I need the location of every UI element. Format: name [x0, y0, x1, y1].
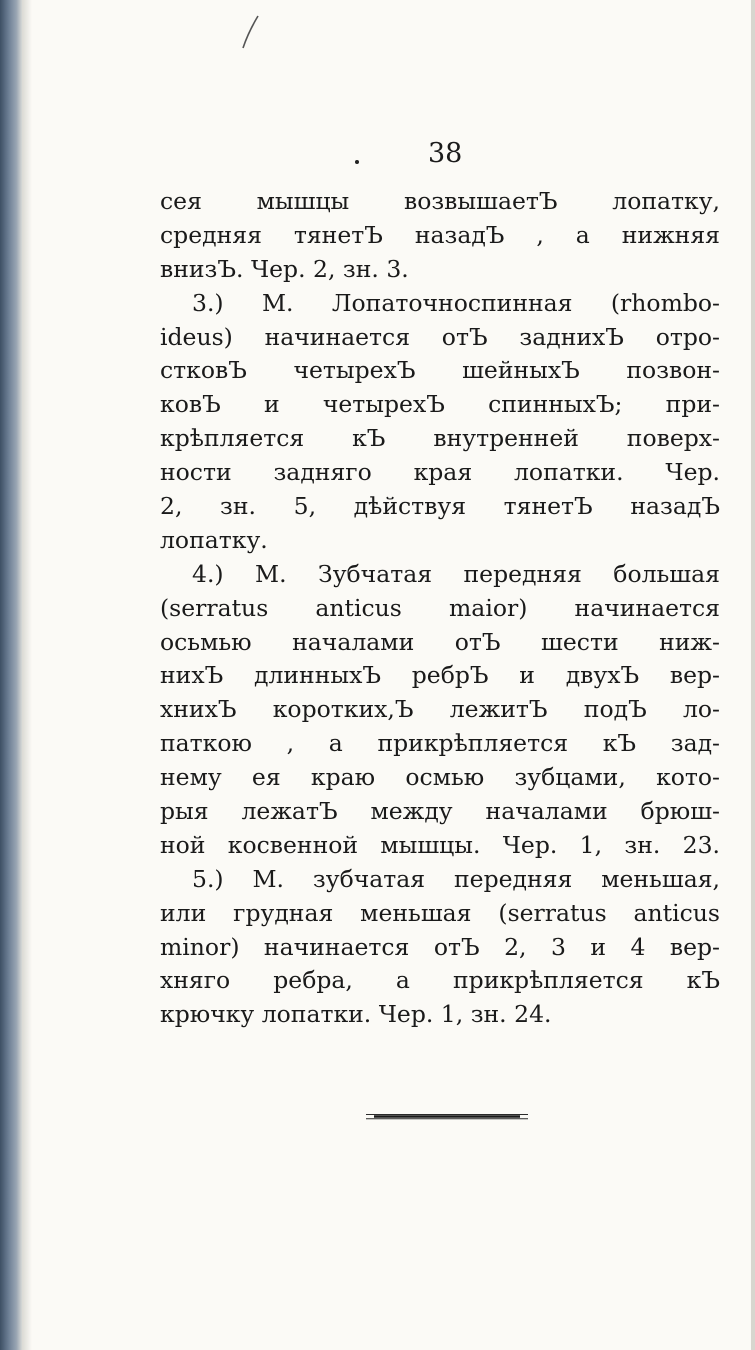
text-line: ideus) начинается отЪ заднихЪ отро- — [160, 322, 720, 351]
ink-dot — [355, 160, 359, 164]
page-edge — [751, 0, 755, 1350]
text-line: осьмью началами отЪ шести ниж- — [160, 627, 720, 656]
spine-shadow — [22, 0, 32, 1350]
text-line: лопатку. — [160, 525, 268, 554]
text-line: ной косвенной мышцы. Чер. 1, зн. 23. — [160, 830, 720, 859]
text-line: или грудная меньшая (serratus anticus — [160, 898, 720, 927]
text-line: minor) начинается отЪ 2, 3 и 4 вер- — [160, 932, 720, 961]
text-line: крѣпляется кЪ внутренней поверх- — [160, 424, 720, 453]
text-line: хнихЪ коротких,Ъ лежитЪ подЪ ло- — [160, 695, 720, 724]
text-line: 3.) М. Лопаточноспинная (rhombo- — [192, 288, 720, 317]
page-number: 38 — [428, 138, 463, 169]
text-line: крючку лопатки. Чер. 1, зн. 24. — [160, 1000, 552, 1029]
text-line: (serratus anticus maior) начинается — [160, 593, 720, 622]
text-line: рыя лежатЪ между началами брюш- — [160, 797, 720, 826]
text-line: хняго ребра, а прикрѣпляется кЪ — [160, 966, 720, 995]
text-line: средняя тянетЪ назадЪ , а нижняя — [160, 220, 720, 249]
text-line: 4.) М. Зубчатая передняя большая — [192, 559, 720, 588]
text-line: 5.) М. зубчатая передняя меньшая, — [192, 864, 720, 893]
book-spine — [0, 0, 22, 1350]
text-line: ности задняго края лопатки. Чер. — [160, 458, 720, 487]
text-line: стковЪ четырехЪ шейныхЪ позвон- — [160, 356, 720, 385]
pencil-mark — [240, 14, 262, 50]
text-line: нихЪ длинныхЪ ребрЪ и двухЪ вер- — [160, 661, 720, 690]
body-text — [160, 185, 720, 1032]
text-line: паткою , а прикрѣпляется кЪ зад- — [160, 729, 720, 758]
text-line: ковЪ и четырехЪ спинныхЪ; при- — [160, 390, 720, 419]
ornamental-rule — [366, 1112, 528, 1120]
text-line: нему ея краю осмью зубцами, кото- — [160, 763, 720, 792]
text-line: внизЪ. Чер. 2, зн. 3. — [160, 254, 409, 283]
text-line: сея мышцы возвышаетЪ лопатку, — [160, 187, 720, 215]
text-line: 2, зн. 5, дѣйствуя тянетЪ назадЪ — [160, 492, 720, 521]
